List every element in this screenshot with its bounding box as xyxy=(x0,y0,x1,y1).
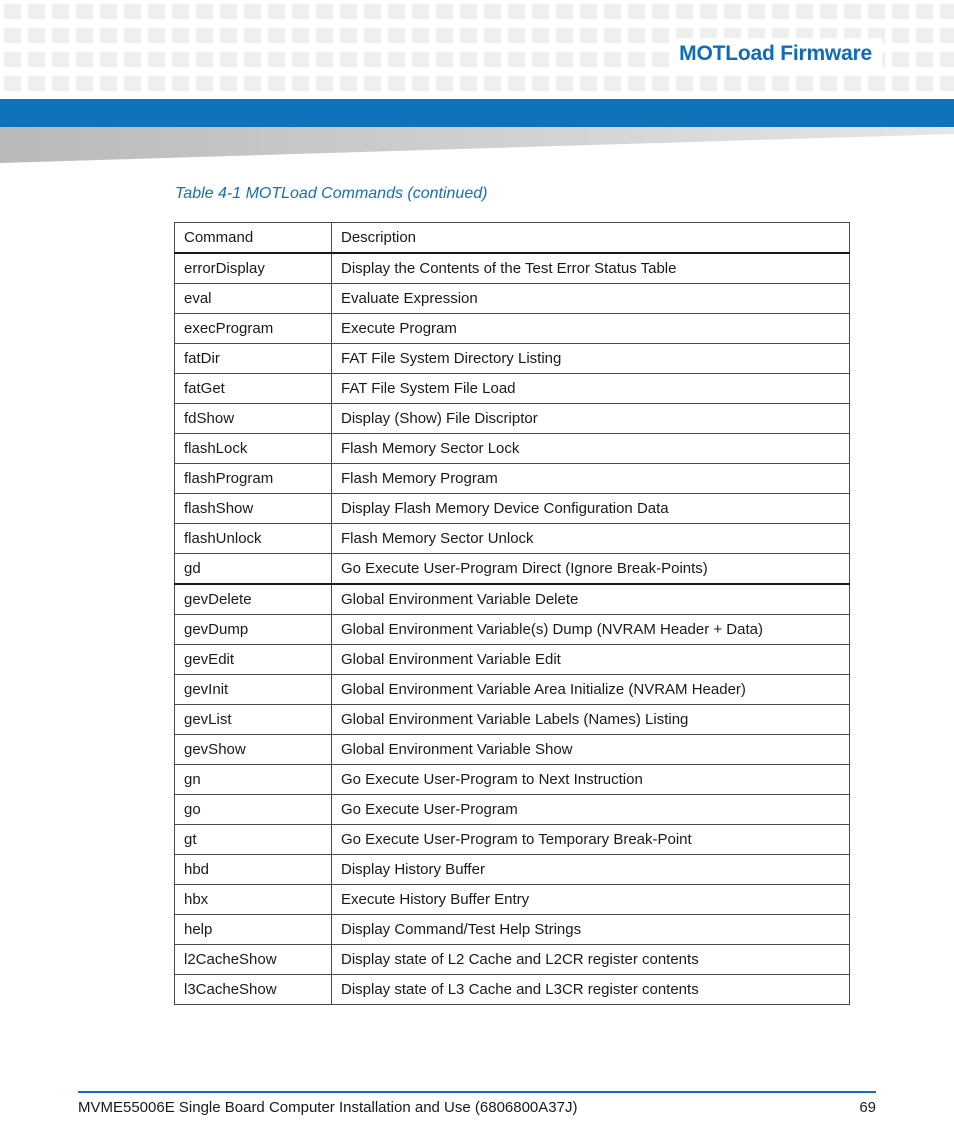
header-pattern-cell xyxy=(916,76,933,91)
description-cell: FAT File System File Load xyxy=(332,374,850,404)
table-row xyxy=(175,284,850,314)
header-pattern-cell xyxy=(772,4,789,19)
command-cell: l2CacheShow xyxy=(175,945,332,975)
table-caption: Table 4-1 MOTLoad Commands (continued) xyxy=(175,185,488,202)
header-pattern-cell xyxy=(388,76,405,91)
header-pattern-cell xyxy=(724,76,741,91)
description-cell: Global Environment Variable Show xyxy=(332,735,850,765)
table-row xyxy=(175,675,850,705)
command-cell: hbd xyxy=(175,855,332,885)
header-pattern-cell xyxy=(268,28,285,43)
header-pattern-cell xyxy=(820,76,837,91)
description-cell: Global Environment Variable(s) Dump (NVRAM Header + Data) xyxy=(332,615,850,645)
table-row xyxy=(175,645,850,675)
description-cell: Go Execute User-Program to Next Instruction xyxy=(332,765,850,795)
description-cell: Go Execute User-Program xyxy=(332,795,850,825)
header-pattern-cell xyxy=(340,52,357,67)
header-pattern-cell xyxy=(220,28,237,43)
column-header-description: Description xyxy=(332,223,850,254)
header-pattern-cell xyxy=(916,28,933,43)
header-pattern-cell xyxy=(28,4,45,19)
command-cell: gevInit xyxy=(175,675,332,705)
header-pattern-cell xyxy=(76,4,93,19)
description-cell: FAT File System Directory Listing xyxy=(332,344,850,374)
command-cell: flashUnlock xyxy=(175,524,332,554)
header-pattern-cell xyxy=(484,4,501,19)
header-pattern-cell xyxy=(52,28,69,43)
header-pattern-cell xyxy=(244,76,261,91)
header-pattern-cell xyxy=(508,76,525,91)
description-cell: Global Environment Variable Labels (Names) Listing xyxy=(332,705,850,735)
header-pattern-cell xyxy=(172,76,189,91)
header-pattern-cell xyxy=(700,76,717,91)
header-pattern-cell xyxy=(916,52,933,67)
header-pattern-cell xyxy=(412,28,429,43)
header-pattern-cell xyxy=(460,28,477,43)
header-pattern-cell xyxy=(52,76,69,91)
header-pattern-cell xyxy=(484,28,501,43)
header-pattern-cell xyxy=(604,28,621,43)
header-pattern-cell xyxy=(148,28,165,43)
header-pattern-cell xyxy=(340,4,357,19)
command-cell: fdShow xyxy=(175,404,332,434)
header-pattern-cell xyxy=(532,28,549,43)
page-header-title: MOTLoad Firmware xyxy=(679,42,872,65)
table-row xyxy=(175,524,850,554)
header-pattern-cell xyxy=(556,52,573,67)
command-cell: fatDir xyxy=(175,344,332,374)
table-row xyxy=(175,735,850,765)
header-pattern-cell xyxy=(436,28,453,43)
header-pattern-cell xyxy=(844,76,861,91)
header-pattern-cell xyxy=(4,4,21,19)
command-cell: flashLock xyxy=(175,434,332,464)
header-pattern-cell xyxy=(196,76,213,91)
command-cell: help xyxy=(175,915,332,945)
header-pattern-cell xyxy=(604,4,621,19)
table-row xyxy=(175,975,850,1005)
header-pattern-cell xyxy=(580,28,597,43)
header-pattern-cell xyxy=(652,52,669,67)
description-cell: Flash Memory Program xyxy=(332,464,850,494)
table-row xyxy=(175,584,850,615)
header-pattern-cell xyxy=(868,76,885,91)
header-pattern-cell xyxy=(508,52,525,67)
header-pattern-cell xyxy=(124,76,141,91)
header-pattern-cell xyxy=(364,76,381,91)
description-cell: Execute History Buffer Entry xyxy=(332,885,850,915)
command-cell: flashProgram xyxy=(175,464,332,494)
table-row xyxy=(175,554,850,585)
table-row xyxy=(175,945,850,975)
page-number: 69 xyxy=(859,1099,876,1116)
header-pattern-cell xyxy=(676,4,693,19)
header-pattern-cell xyxy=(508,28,525,43)
description-cell: Display Flash Memory Device Configuration Data xyxy=(332,494,850,524)
table-row xyxy=(175,915,850,945)
table-row xyxy=(175,494,850,524)
header-pattern-cell xyxy=(4,52,21,67)
header-pattern-cell xyxy=(124,4,141,19)
header-pattern-cell xyxy=(268,4,285,19)
header-pattern-cell xyxy=(100,76,117,91)
footer-document-title: MVME55006E Single Board Computer Installation and Use (6806800A37J) xyxy=(78,1099,578,1116)
description-cell: Display History Buffer xyxy=(332,855,850,885)
header-pattern-cell xyxy=(748,4,765,19)
header-pattern-cell xyxy=(172,52,189,67)
header-pattern-cell xyxy=(892,4,909,19)
header-pattern-cell xyxy=(100,52,117,67)
table-row xyxy=(175,795,850,825)
description-cell: Display Command/Test Help Strings xyxy=(332,915,850,945)
header-pattern-cell xyxy=(892,76,909,91)
table-row xyxy=(175,825,850,855)
header-pattern-cell xyxy=(220,52,237,67)
header-pattern-cell xyxy=(700,4,717,19)
description-cell: Go Execute User-Program Direct (Ignore Break-Points) xyxy=(332,554,850,585)
header-pattern-cell xyxy=(364,52,381,67)
header-pattern-cell xyxy=(748,76,765,91)
header-pattern-cell xyxy=(148,52,165,67)
header-pattern-cell xyxy=(604,76,621,91)
header-pattern-cell xyxy=(652,76,669,91)
header-pattern-cell xyxy=(820,4,837,19)
table-row xyxy=(175,855,850,885)
header-pattern-cell xyxy=(436,76,453,91)
description-cell: Flash Memory Sector Lock xyxy=(332,434,850,464)
commands-table xyxy=(174,222,850,1005)
header-pattern-cell xyxy=(460,76,477,91)
header-pattern-cell xyxy=(220,76,237,91)
command-cell: eval xyxy=(175,284,332,314)
header-pattern-cell xyxy=(220,4,237,19)
header-pattern-cell xyxy=(628,76,645,91)
description-cell: Display state of L2 Cache and L2CR register contents xyxy=(332,945,850,975)
header-pattern-cell xyxy=(532,76,549,91)
header-pattern-cell xyxy=(52,4,69,19)
command-cell: gevList xyxy=(175,705,332,735)
header-pattern-cell xyxy=(148,4,165,19)
header-pattern-cell xyxy=(244,52,261,67)
header-pattern-cell xyxy=(172,28,189,43)
header-pattern-cell xyxy=(388,4,405,19)
header-pattern-cell xyxy=(844,4,861,19)
description-cell: Display (Show) File Discriptor xyxy=(332,404,850,434)
header-pattern-cell xyxy=(460,52,477,67)
command-cell: gevDump xyxy=(175,615,332,645)
command-cell: gevShow xyxy=(175,735,332,765)
description-cell: Display state of L3 Cache and L3CR register contents xyxy=(332,975,850,1005)
header-pattern-cell xyxy=(628,52,645,67)
command-cell: gevEdit xyxy=(175,645,332,675)
command-cell: fatGet xyxy=(175,374,332,404)
header-pattern-cell xyxy=(244,4,261,19)
header-pattern-cell xyxy=(388,28,405,43)
header-pattern-cell xyxy=(76,76,93,91)
header-pattern-cell xyxy=(316,76,333,91)
command-cell: l3CacheShow xyxy=(175,975,332,1005)
header-pattern-cell xyxy=(580,76,597,91)
description-cell: Global Environment Variable Edit xyxy=(332,645,850,675)
description-cell: Global Environment Variable Delete xyxy=(332,584,850,615)
command-cell: gt xyxy=(175,825,332,855)
table-row xyxy=(175,434,850,464)
header-pattern-cell xyxy=(556,4,573,19)
header-pattern-cell xyxy=(868,4,885,19)
header-pattern-cell xyxy=(196,28,213,43)
header-pattern-cell xyxy=(940,76,954,91)
footer-rule xyxy=(78,1091,876,1093)
header-pattern-cell xyxy=(364,28,381,43)
header-pattern-cell xyxy=(652,4,669,19)
header-pattern-cell xyxy=(772,76,789,91)
description-cell: Global Environment Variable Area Initialize (NVRAM Header) xyxy=(332,675,850,705)
header-pattern-cell xyxy=(580,4,597,19)
table-row xyxy=(175,253,850,284)
header-pattern-cell xyxy=(388,52,405,67)
header-pattern-cell xyxy=(292,28,309,43)
header-pattern-cell xyxy=(28,52,45,67)
header-pattern-cell xyxy=(52,52,69,67)
header-pattern-cell xyxy=(940,4,954,19)
header-pattern-cell xyxy=(460,4,477,19)
header-pattern-cell xyxy=(196,52,213,67)
header-pattern-cell xyxy=(100,4,117,19)
header-pattern-cell xyxy=(196,4,213,19)
header-pattern-cell xyxy=(340,28,357,43)
table-row xyxy=(175,765,850,795)
table-row xyxy=(175,404,850,434)
command-cell: gd xyxy=(175,554,332,585)
header-pattern-cell xyxy=(604,52,621,67)
command-cell: go xyxy=(175,795,332,825)
header-pattern-cell xyxy=(268,52,285,67)
header-pattern-cell xyxy=(412,52,429,67)
header-pattern-cell xyxy=(508,4,525,19)
table-row xyxy=(175,885,850,915)
column-header-command: Command xyxy=(175,223,332,254)
header-pattern-cell xyxy=(244,28,261,43)
header-pattern-cell xyxy=(76,52,93,67)
header-pattern-cell xyxy=(340,76,357,91)
header-pattern-cell xyxy=(796,4,813,19)
header-pattern-cell xyxy=(28,28,45,43)
table-row xyxy=(175,464,850,494)
table-row xyxy=(175,344,850,374)
description-cell: Go Execute User-Program to Temporary Break-Point xyxy=(332,825,850,855)
header-pattern-cell xyxy=(76,28,93,43)
command-cell: execProgram xyxy=(175,314,332,344)
command-cell: hbx xyxy=(175,885,332,915)
header-pattern-cell xyxy=(316,28,333,43)
header-pattern-cell xyxy=(532,4,549,19)
header-pattern-cell xyxy=(940,52,954,67)
table-row xyxy=(175,374,850,404)
header-pattern-cell xyxy=(652,28,669,43)
header-pattern-cell xyxy=(484,52,501,67)
header-pattern-cell xyxy=(316,52,333,67)
header-pattern-cell xyxy=(628,4,645,19)
header-pattern-cell xyxy=(580,52,597,67)
header-pattern-cell xyxy=(124,52,141,67)
command-cell: errorDisplay xyxy=(175,253,332,284)
header-pattern-cell xyxy=(172,4,189,19)
header-pattern-cell xyxy=(676,76,693,91)
header-pattern-cell xyxy=(316,4,333,19)
header-pattern-cell xyxy=(4,76,21,91)
header-pattern-cell xyxy=(292,76,309,91)
header-pattern-cell xyxy=(724,4,741,19)
header-pattern-cell xyxy=(940,28,954,43)
header-grey-wedge xyxy=(0,127,954,163)
table-row xyxy=(175,615,850,645)
header-pattern-cell xyxy=(292,4,309,19)
table-row xyxy=(175,314,850,344)
header-pattern-cell xyxy=(412,76,429,91)
header-pattern-cell xyxy=(436,52,453,67)
header-pattern-cell xyxy=(148,76,165,91)
command-cell: flashShow xyxy=(175,494,332,524)
header-pattern-cell xyxy=(892,52,909,67)
header-pattern-cell xyxy=(292,52,309,67)
command-cell: gn xyxy=(175,765,332,795)
header-pattern-cell xyxy=(556,28,573,43)
description-cell: Display the Contents of the Test Error Status Table xyxy=(332,253,850,284)
header-pattern-cell xyxy=(436,4,453,19)
table-row xyxy=(175,705,850,735)
header-pattern-cell xyxy=(28,76,45,91)
header-pattern-cell xyxy=(100,28,117,43)
table-body xyxy=(175,253,850,1005)
description-cell: Evaluate Expression xyxy=(332,284,850,314)
header-pattern-cell xyxy=(532,52,549,67)
header-blue-band xyxy=(0,99,954,127)
header-pattern-cell xyxy=(916,4,933,19)
header-pattern-cell xyxy=(628,28,645,43)
table-header-row xyxy=(175,223,850,254)
header-pattern-cell xyxy=(268,76,285,91)
header-pattern-cell xyxy=(364,4,381,19)
description-cell: Flash Memory Sector Unlock xyxy=(332,524,850,554)
header-pattern-cell xyxy=(412,4,429,19)
header-pattern-cell xyxy=(4,28,21,43)
header-pattern-cell xyxy=(124,28,141,43)
header-pattern-cell xyxy=(796,76,813,91)
header-pattern-cell xyxy=(556,76,573,91)
description-cell: Execute Program xyxy=(332,314,850,344)
header-pattern-cell xyxy=(892,28,909,43)
command-cell: gevDelete xyxy=(175,584,332,615)
header-pattern-cell xyxy=(484,76,501,91)
